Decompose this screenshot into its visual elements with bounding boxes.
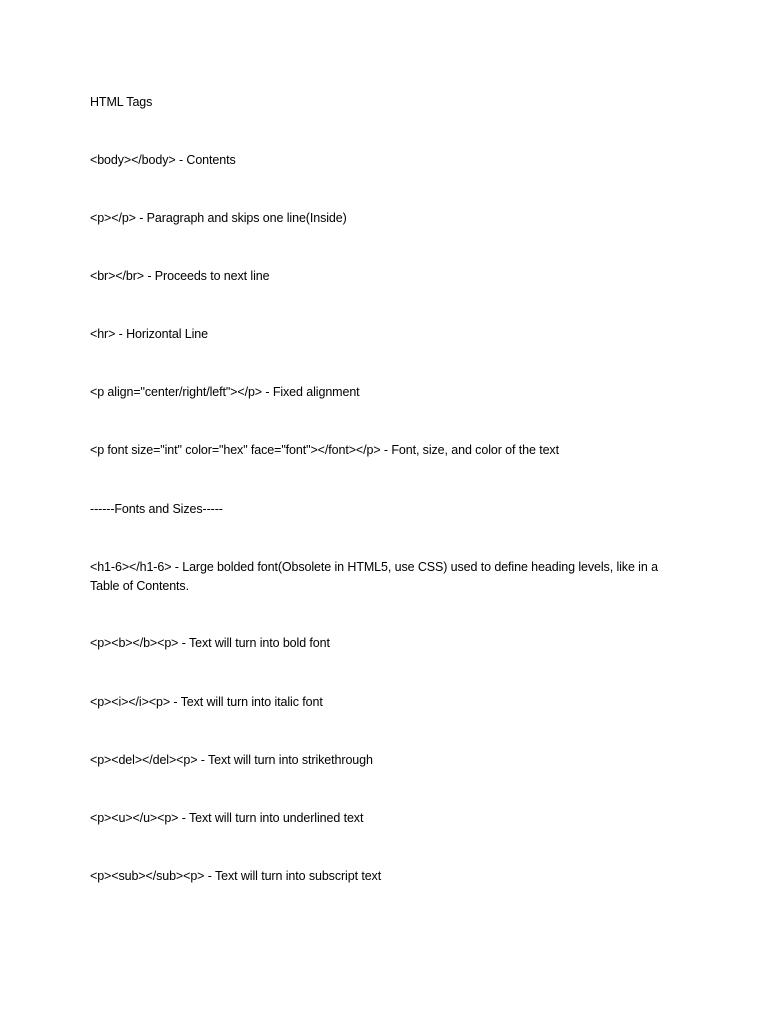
doc-line-align: <p align="center/right/left"></p> - Fixed alignment (90, 385, 360, 399)
doc-line-p: <p></p> - Paragraph and skips one line(Inside) (90, 211, 347, 225)
doc-line-strikethrough: <p><del></del><p> - Text will turn into strikethrough (90, 753, 373, 767)
doc-line-hr: <hr> - Horizontal Line (90, 327, 209, 341)
doc-line-body: <body></body> - Contents (90, 153, 236, 167)
doc-title: HTML Tags (90, 95, 153, 109)
doc-line-subscript: <p><sub></sub><p> - Text will turn into subscript text (90, 869, 382, 883)
doc-line-bold: <p><b></b><p> - Text will turn into bold font (90, 636, 330, 650)
doc-line-br: <br></br> - Proceeds to next line (90, 269, 270, 283)
doc-line-font: <p font size="int" color="hex" face="font"></font></p> - Font, size, and color of the text (90, 443, 559, 457)
doc-section-heading: ------Fonts and Sizes----- (90, 502, 223, 516)
doc-line-italic: <p><i></i><p> - Text will turn into italic font (90, 695, 323, 709)
doc-line-underline: <p><u></u><p> - Text will turn into underlined text (90, 811, 364, 825)
doc-line-headings: <h1-6></h1-6> - Large bolded font(Obsolete in HTML5, use CSS) used to define heading levels, like in a Table of Contents. (90, 560, 658, 593)
